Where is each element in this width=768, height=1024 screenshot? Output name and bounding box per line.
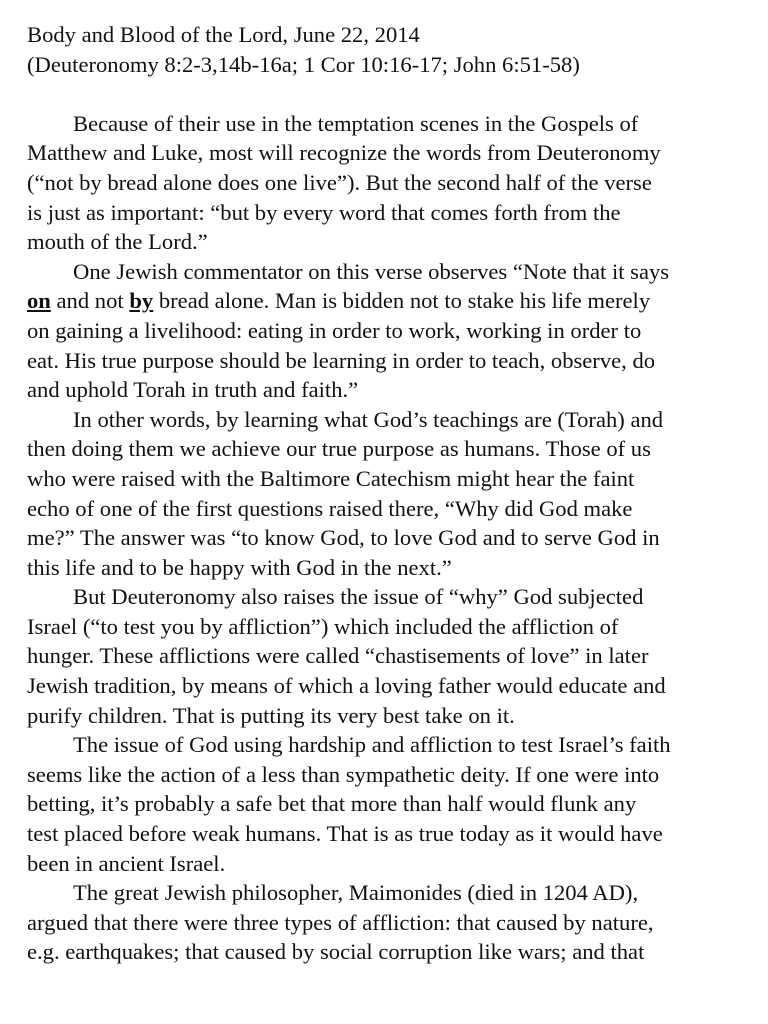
document-title: Body and Blood of the Lord, June 22, 2014 <box>27 22 420 47</box>
paragraph-line: this life and to be happy with God in the next.” <box>27 554 452 580</box>
paragraph-line: The great Jewish philosopher, Maimonides (died in 1204 AD), <box>73 880 639 906</box>
paragraph-line: Matthew and Luke, most will recognize the words from Deuteronomy <box>27 140 661 166</box>
paragraph-line: The issue of God using hardship and affliction to test Israel’s faith <box>73 732 671 758</box>
paragraph-line: on gaining a livelihood: eating in order to work, working in order to <box>27 317 642 343</box>
paragraph-line: eat. His true purpose should be learning in order to teach, observe, do <box>27 347 656 373</box>
blank-line <box>27 79 743 109</box>
paragraph-line: and uphold Torah in truth and faith.” <box>27 377 359 403</box>
paragraph-line: purify children. That is putting its very best take on it. <box>27 702 515 728</box>
paragraph-line: test placed before weak humans. That is as true today as it would have <box>27 821 663 847</box>
emphasis-mid: and not <box>50 288 130 314</box>
document-page <box>27 20 743 967</box>
emphasis-by: by <box>129 288 154 314</box>
paragraph-4 <box>27 582 743 730</box>
paragraph-line: been in ancient Israel. <box>27 850 226 876</box>
paragraph-line: e.g. earthquakes; that caused by social corruption like wars; and that <box>27 939 645 965</box>
paragraph-2 <box>27 257 743 405</box>
paragraph-line: (“not by bread alone does one live”). But the second half of the verse <box>27 169 652 195</box>
paragraph-line: But Deuteronomy also raises the issue of “why” God subjected <box>73 584 644 610</box>
paragraph-1 <box>27 109 743 257</box>
paragraph-line: then doing them we achieve our true purpose as humans. Those of us <box>27 436 651 462</box>
paragraph-line: argued that there were three types of affliction: that caused by nature, <box>27 909 654 935</box>
paragraph-5 <box>27 730 743 878</box>
paragraph-line: echo of one of the first questions raised there, “Why did God make <box>27 495 633 521</box>
paragraph-line: Jewish tradition, by means of which a loving father would educate and <box>27 673 666 699</box>
paragraph-line: who were raised with the Baltimore Catechism might hear the faint <box>27 465 635 491</box>
paragraph-line: In other words, by learning what God’s teachings are (Torah) and <box>73 406 664 432</box>
paragraph-6 <box>27 878 743 967</box>
paragraph-line: seems like the action of a less than sympathetic deity. If one were into <box>27 761 660 787</box>
paragraph-line: me?” The answer was “to know God, to love God and to serve God in <box>27 525 660 551</box>
emphasis-rest: bread alone. Man is bidden not to stake his life merely <box>153 288 651 314</box>
paragraph-line: betting, it’s probably a safe bet that more than half would flunk any <box>27 791 637 817</box>
emphasis-on: on <box>27 288 51 314</box>
paragraph-line: mouth of the Lord.” <box>27 229 208 255</box>
paragraph-3 <box>27 405 743 583</box>
paragraph-line-emphasis <box>27 286 743 316</box>
paragraph-line: One Jewish commentator on this verse observes “Note that it says <box>73 258 670 284</box>
paragraph-line: Because of their use in the temptation scenes in the Gospels of <box>73 110 639 136</box>
paragraph-line: hunger. These afflictions were called “chastisements of love” in later <box>27 643 649 669</box>
scripture-readings: (Deuteronomy 8:2-3,14b-16a; 1 Cor 10:16-17; John 6:51-58) <box>27 51 580 77</box>
paragraph-line: is just as important: “but by every word that comes forth from the <box>27 199 621 225</box>
paragraph-line: Israel (“to test you by affliction”) which included the affliction of <box>27 613 619 639</box>
